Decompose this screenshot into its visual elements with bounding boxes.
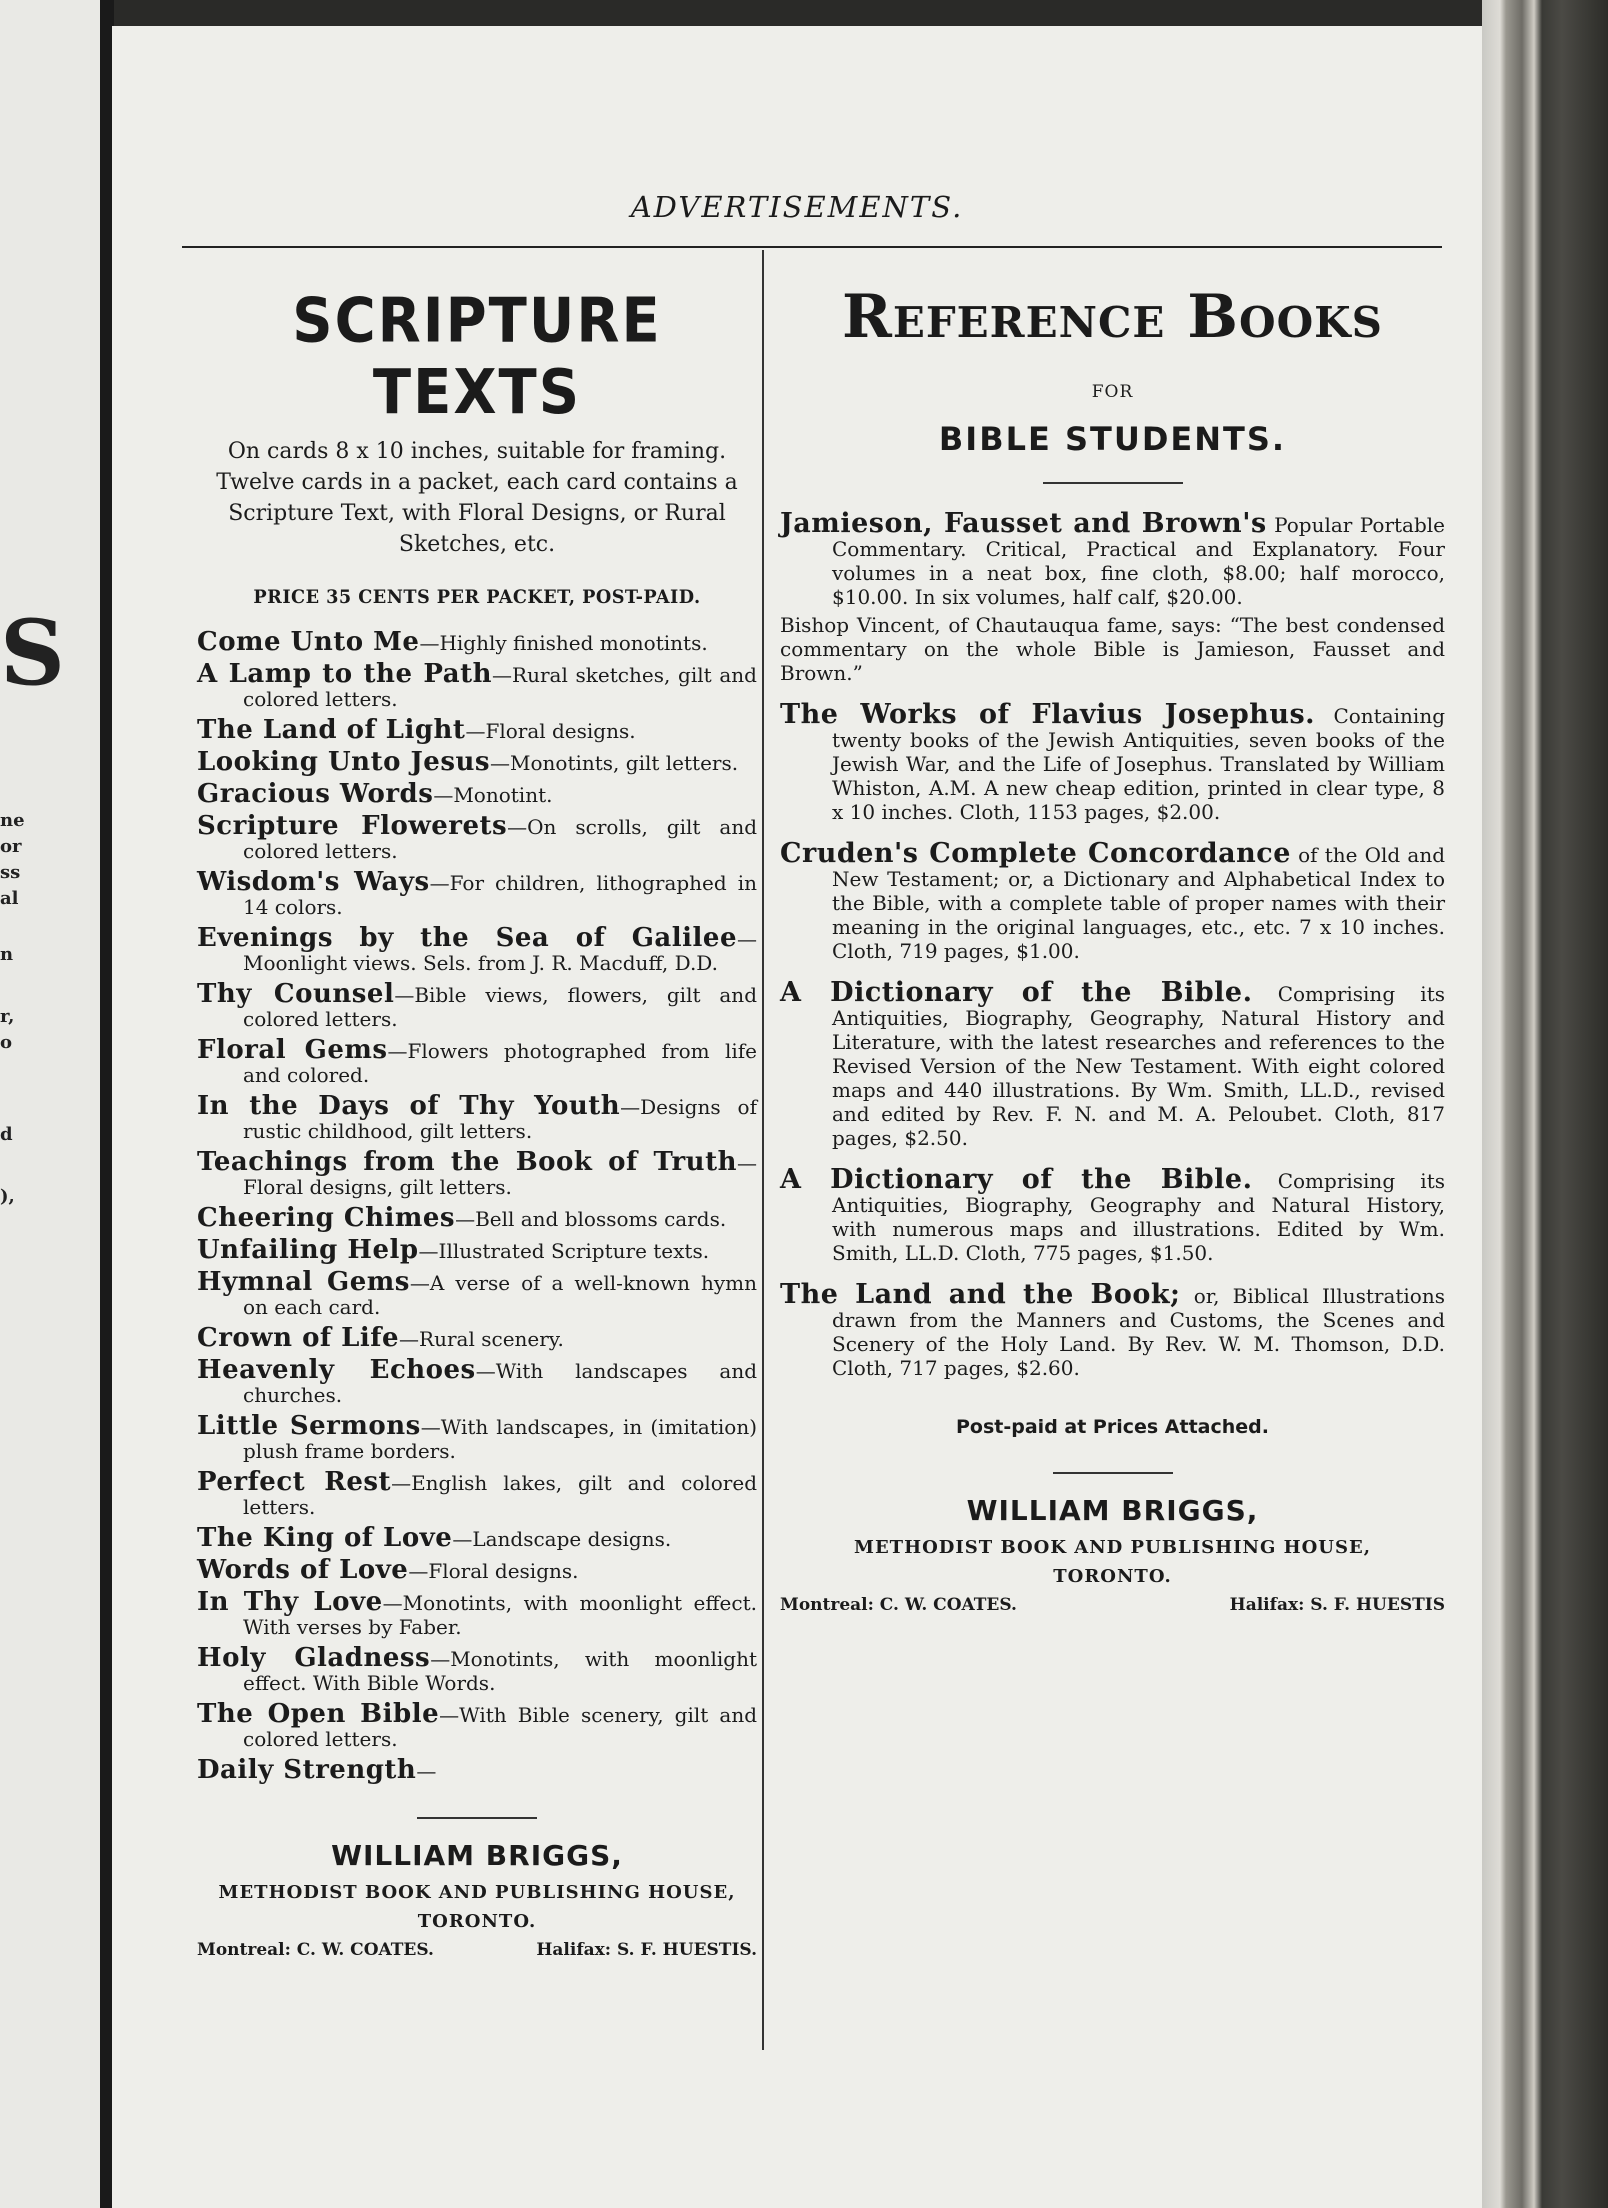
publisher-house: METHODIST BOOK AND PUBLISHING HOUSE,: [854, 1537, 1371, 1558]
bible-students-subheading: BIBLE STUDENTS.: [938, 420, 1287, 458]
fragment: d: [0, 1124, 13, 1145]
reference-book-entry: [780, 508, 1446, 685]
item-description: —Monotints, with moonlight effect. With verses by Faber.: [243, 1591, 757, 1639]
item-description: —Landscape designs.: [452, 1527, 672, 1551]
publisher-city: TORONTO.: [417, 1911, 537, 1932]
branch-halifax: Halifax: S. F. HUESTIS.: [536, 1940, 757, 1960]
scripture-text-item: [197, 923, 757, 975]
scripture-text-item: [197, 1523, 757, 1553]
page-header: ADVERTISEMENTS.: [630, 190, 964, 224]
subheading-rule: [1043, 482, 1183, 484]
scripture-texts-list: [197, 627, 758, 1785]
item-title: Unfailing Help: [197, 1235, 419, 1265]
fragment: n: [0, 944, 14, 965]
book-title: Jamieson, Fausset and Brown's: [780, 508, 1267, 539]
book-endorsement-quote: Bishop Vincent, of Chautauqua fame, says: “The best condensed commentary on the whole Bible is Jamieson, Fausset and Brown.”: [780, 613, 1445, 685]
item-description: —On scrolls, gilt and colored letters.: [243, 815, 757, 863]
scripture-text-item: [197, 1035, 757, 1087]
book-description: Comprising its Antiquities, Biography, Geography, Natural History and Literature, with the latest researches and references to the Revised Version of the New Testament. With eight colored maps and 440 illustrations. By Wm. Smith, LL.D., revised and edited by Rev. F. N. and M. A. Peloubet. Cloth, 817 pages, $2.50.: [832, 982, 1446, 1150]
fragment: o: [0, 1032, 13, 1053]
publisher-house: METHODIST BOOK AND PUBLISHING HOUSE,: [218, 1882, 736, 1903]
item-description: —Monotint.: [433, 783, 553, 807]
scripture-texts-price: PRICE 35 CENTS PER PACKET, POST-PAID.: [253, 586, 701, 608]
item-description: —Monotints, with moonlight effect. With Bible Words.: [243, 1647, 757, 1695]
item-title: Come Unto Me: [197, 627, 420, 657]
item-description: —Highly finished monotints.: [419, 631, 708, 655]
scripture-text-item: [197, 811, 757, 863]
scripture-texts-column: [197, 262, 757, 1960]
item-description: —Monotints, gilt letters.: [490, 751, 739, 775]
item-title: Wisdom's Ways: [197, 867, 430, 897]
scripture-text-item: [197, 627, 757, 657]
book-title: The Works of Flavius Josephus.: [780, 699, 1316, 730]
publisher-name: WILLIAM BRIGGS,: [331, 1839, 623, 1872]
item-description: —A verse of a well-known hymn on each card.: [243, 1271, 757, 1319]
header-rule: [182, 246, 1442, 248]
item-title: Evenings by the Sea of Galilee: [197, 923, 737, 953]
scripture-text-item: [197, 1467, 757, 1519]
fragment: ne: [0, 810, 25, 831]
reference-books-column: [780, 262, 1445, 1615]
postpaid-note: Post-paid at Prices Attached.: [956, 1416, 1269, 1438]
item-description: —With Bible scenery, gilt and colored letters.: [243, 1703, 758, 1751]
book-title: A Dictionary of the Bible.: [780, 1164, 1253, 1195]
scripture-text-item: [197, 1411, 758, 1463]
scripture-text-item: [197, 867, 757, 919]
item-title: Floral Gems: [197, 1035, 388, 1065]
item-title: Cheering Chimes: [197, 1203, 456, 1233]
item-description: —For children, lithographed in 14 colors.: [243, 871, 757, 919]
book-description: of the Old and New Testament; or, a Dictionary and Alphabetical Index to the Bible, with a complete table of proper names with their meaning in the original languages, etc., etc. 7 x 10 inches. Cloth, 719 pages, $1.00.: [832, 843, 1445, 963]
fragment: al: [0, 888, 19, 909]
book-description: Comprising its Antiquities, Biography, Geography and Natural History, with numerous maps and illustrations. Edited by Wm. Smith, LL.D. Cloth, 775 pages, $1.50.: [832, 1169, 1446, 1265]
scripture-text-item: [197, 1355, 757, 1407]
item-description: —: [416, 1759, 437, 1783]
item-title: Hymnal Gems: [197, 1267, 410, 1297]
item-title: Looking Unto Jesus: [197, 747, 490, 777]
item-title: A Lamp to the Path: [197, 659, 493, 689]
scripture-text-item: [197, 1699, 758, 1751]
item-title: Little Sermons: [197, 1411, 421, 1441]
publisher-name: WILLIAM BRIGGS,: [966, 1494, 1259, 1527]
item-title: Scripture Flowerets: [197, 811, 508, 841]
publisher-rule: [417, 1817, 537, 1819]
item-description: —Flowers photographed from life and colored.: [243, 1039, 757, 1087]
previous-page-edge: [0, 0, 104, 2208]
item-description: —Floral designs.: [465, 719, 636, 743]
publisher-branches: [197, 1940, 757, 1960]
item-description: —With landscapes, in (imitation) plush frame borders.: [243, 1415, 758, 1463]
scripture-text-item: [197, 1235, 757, 1265]
item-description: —Rural scenery.: [399, 1327, 564, 1351]
scripture-text-item: [197, 1555, 757, 1585]
book-description: or, Biblical Illustrations drawn from the Manners and Customs, the Scenes and Scenery of the Holy Land. By Rev. W. M. Thomson, D.D. Cloth, 717 pages, $2.60.: [832, 1284, 1445, 1380]
reference-books-list: [780, 508, 1446, 1380]
scripture-text-item: [197, 747, 757, 777]
fragment: or: [0, 836, 22, 857]
publisher-rule: [1053, 1472, 1173, 1474]
item-title: Perfect Rest: [197, 1467, 392, 1497]
item-title: Daily Strength: [197, 1755, 417, 1785]
column-divider: [762, 250, 764, 2050]
book-description: Containing twenty books of the Jewish Antiquities, seven books of the Jewish War, and the Life of Josephus. Translated by William Whiston, A.M. A new cheap edition, printed in clear type, 8 x 10 inches. Cloth, 1153 pages, $2.00.: [832, 704, 1445, 824]
item-title: In Thy Love: [197, 1587, 383, 1617]
item-title: The Open Bible: [197, 1699, 440, 1729]
for-label: FOR: [1091, 382, 1134, 402]
item-description: —Bell and blossoms cards.: [455, 1207, 727, 1231]
item-title: Thy Counsel: [197, 979, 395, 1009]
scripture-text-item: [197, 1587, 757, 1639]
item-description: —Bible views, flowers, gilt and colored letters.: [243, 983, 757, 1031]
scripture-text-item: [197, 1091, 757, 1143]
scripture-text-item: [197, 1755, 757, 1785]
branch-halifax: Halifax: S. F. HUESTIS: [1229, 1595, 1445, 1615]
item-description: —English lakes, gilt and colored letters.: [243, 1471, 757, 1519]
scripture-text-item: [197, 1323, 757, 1353]
page-stack-edge: [1482, 0, 1608, 2208]
scripture-text-item: [197, 979, 757, 1031]
scripture-text-item: [197, 715, 757, 745]
item-title: Holy Gladness: [197, 1643, 431, 1673]
item-description: —Illustrated Scripture texts.: [418, 1239, 710, 1263]
book-title: Cruden's Complete Concordance: [780, 838, 1291, 869]
scripture-text-item: [197, 779, 757, 809]
publisher-city: TORONTO.: [1053, 1566, 1172, 1587]
item-description: —With landscapes and churches.: [243, 1359, 757, 1407]
branch-montreal: Montreal: C. W. COATES.: [197, 1940, 434, 1960]
reference-books-heading: Reference Books: [841, 282, 1384, 352]
scripture-text-item: [197, 1147, 757, 1199]
publisher-branches: [780, 1595, 1445, 1615]
item-description: —Designs of rustic childhood, gilt letters.: [243, 1095, 757, 1143]
item-title: Crown of Life: [197, 1323, 400, 1353]
branch-montreal: Montreal: C. W. COATES.: [780, 1595, 1017, 1615]
book-description: Popular Portable Commentary. Critical, Practical and Explanatory. Four volumes in a neat box, fine cloth, $8.00; half morocco, $10.00. In six volumes, half calf, $20.00.: [832, 513, 1446, 609]
previous-page-fragments: [0, 0, 104, 2208]
fragment: ),: [0, 1186, 15, 1207]
fragment-large-s: S: [0, 600, 65, 706]
item-description: —Floral designs, gilt letters.: [243, 1151, 757, 1199]
reference-book-entry: [780, 699, 1445, 824]
reference-book-entry: [780, 838, 1445, 963]
scripture-text-item: [197, 659, 757, 711]
item-title: Gracious Words: [197, 779, 434, 809]
reference-book-entry: [780, 1279, 1445, 1380]
advertisement-page: [112, 26, 1482, 2208]
reference-book-entry: [780, 977, 1446, 1150]
fragment: r,: [0, 1006, 15, 1027]
reference-book-entry: [780, 1164, 1446, 1265]
scripture-texts-heading: SCRIPTURE TEXTS: [292, 285, 662, 429]
item-title: Heavenly Echoes: [197, 1355, 476, 1385]
item-description: —Floral designs.: [408, 1559, 579, 1583]
fragment: ss: [0, 862, 21, 883]
book-title: The Land and the Book;: [780, 1279, 1181, 1310]
book-title: A Dictionary of the Bible.: [780, 977, 1253, 1008]
item-description: —Moonlight views. Sels. from J. R. Macduff, D.D.: [243, 927, 757, 975]
item-title: In the Days of Thy Youth: [197, 1091, 621, 1121]
scripture-text-item: [197, 1643, 757, 1695]
item-title: Words of Love: [197, 1555, 409, 1585]
item-description: —Rural sketches, gilt and colored letters.: [243, 663, 757, 711]
item-title: The King of Love: [197, 1523, 453, 1553]
scripture-text-item: [197, 1267, 757, 1319]
scripture-text-item: [197, 1203, 757, 1233]
item-title: The Land of Light: [197, 715, 466, 745]
scripture-texts-intro: On cards 8 x 10 inches, suitable for framing. Twelve cards in a packet, each card contains a Scripture Text, with Floral Designs, or Rural Sketches, etc.: [216, 439, 738, 557]
item-title: Teachings from the Book of Truth: [197, 1147, 737, 1177]
